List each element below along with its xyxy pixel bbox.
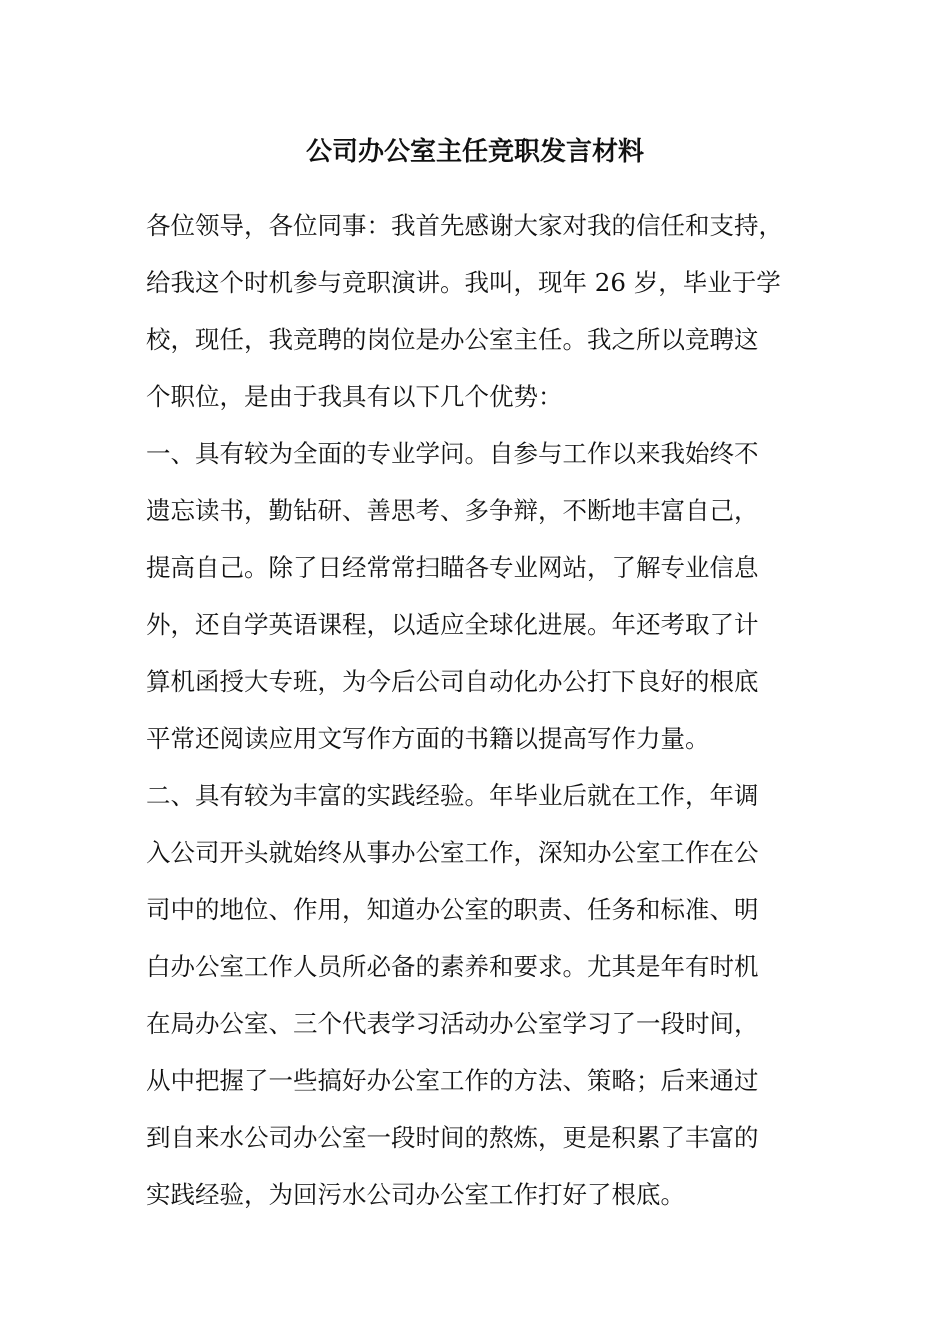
paragraph-line: 给我这个时机参与竞职演讲。我叫，现年 26 岁，毕业于学 — [146, 268, 781, 297]
paragraph-line: 从中把握了一些搞好办公室工作的方法、策略；后来通过 — [146, 1066, 759, 1095]
paragraph-line: 在局办公室、三个代表学习活动办公室学习了一段时间， — [146, 1009, 759, 1038]
paragraph-line: 遗忘读书，勤钻研、善思考、多争辩，不断地丰富自己， — [146, 496, 759, 525]
paragraph-line: 校，现任，我竞聘的岗位是办公室主任。我之所以竞聘这 — [146, 325, 759, 354]
paragraph-line: 个职位，是由于我具有以下几个优势： — [146, 382, 563, 411]
paragraph-line: 算机函授大专班，为今后公司自动化办公打下良好的根底 — [146, 667, 759, 696]
paragraph-line: 平常还阅读应用文写作方面的书籍以提高写作力量。 — [146, 724, 710, 753]
paragraph-line: 司中的地位、作用，知道办公室的职责、任务和标准、明 — [146, 895, 759, 924]
paragraph-line: 一、具有较为全面的专业学问。自参与工作以来我始终不 — [146, 439, 759, 468]
paragraph-line: 到自来水公司办公室一段时间的熬炼，更是积累了丰富的 — [146, 1123, 759, 1152]
paragraph-line: 提高自己。除了日经常常扫瞄各专业网站，了解专业信息 — [146, 553, 759, 582]
paragraph-line: 各位领导，各位同事：我首先感谢大家对我的信任和支持， — [146, 211, 783, 240]
document-title: 公司办公室主任竞职发言材料 — [305, 137, 644, 167]
paragraph-line: 实践经验，为回污水公司办公室工作打好了根底。 — [146, 1180, 685, 1209]
paragraph-line: 入公司开头就始终从事办公室工作，深知办公室工作在公 — [146, 838, 759, 867]
paragraph-line: 白办公室工作人员所必备的素养和要求。尤其是年有时机 — [146, 952, 759, 981]
paragraph-line: 二、具有较为丰富的实践经验。年毕业后就在工作，年调 — [146, 781, 759, 810]
paragraph-line: 外，还自学英语课程，以适应全球化进展。年还考取了计 — [146, 610, 759, 639]
